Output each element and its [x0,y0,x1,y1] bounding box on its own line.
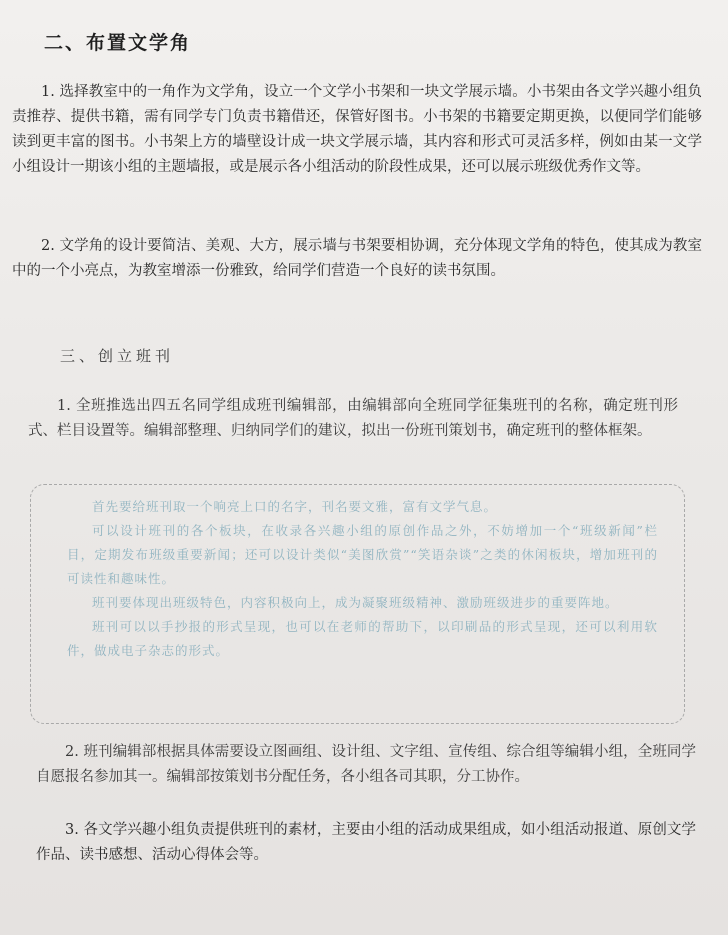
section-title-class-magazine: 三、创立班刊 [60,347,175,365]
paragraph-literature-corner-2: 2. 文学角的设计要简洁、美观、大方，展示墙与书架要相协调，充分体现文学角的特色，使其成为教室中的一个小亮点，为教室增添一份雅致，给同学们营造一个良好的读书氛围。 [12,238,702,279]
paragraph-class-magazine-1: 1. 全班推选出四五名同学组成班刊编辑部，由编辑部向全班同学征集班刊的名称，确定班刊形式、栏目设置等。编辑部整理、归纳同学们的建议，拟出一份班刊策划书，确定班刊的整体框架。 [28,398,678,439]
paragraph-class-magazine-2: 2. 班刊编辑部根据具体需要设立图画组、设计组、文字组、宣传组、综合组等编辑小组，全班同学自愿报名参加其一。编辑部按策划书分配任务，各小组各司其职，分工协作。 [36,744,696,785]
tip-line: 首先要给班刊取一个响亮上口的名字，刊名要文雅，富有文学气息。 [92,499,498,514]
tip-line: 可以设计班刊的各个板块，在收录各兴趣小组的原创作品之外，不妨增加一个“班级新闻”栏目，定期发布班级重要新闻；还可以设计类似“美图欣赏”“笑语杂谈”之类的休闲板块，增加班刊的可读性和趣味性。 [67,523,658,586]
paragraph-literature-corner-1: 1. 选择教室中的一角作为文学角，设立一个文学小书架和一块文学展示墙。小书架由各文学兴趣小组负责推荐、提供书籍，需有同学专门负责书籍借还，保管好图书。小书架的书籍要定期更换，以便同学们能够读到更丰富的图书。小书架上方的墙壁设计成一块文学展示墙，其内容和形式可灵活多样，例如由某一文学小组设计一期该小组的主题墙报，或是展示各小组活动的阶段性成果，还可以展示班级优秀作文等。 [12,84,702,175]
tip-line: 班刊要体现出班级特色，内容积极向上，成为凝聚班级精神、激励班级进步的重要阵地。 [92,595,619,610]
section-title-literature-corner: 二、布置文学角 [44,32,192,54]
paragraph-class-magazine-3: 3. 各文学兴趣小组负责提供班刊的素材，主要由小组的活动成果组成，如小组活动报道、原创文学作品、读书感想、活动心得体会等。 [36,822,696,863]
tips-box [30,484,685,724]
tip-line: 班刊可以以手抄报的形式呈现，也可以在老师的帮助下，以印刷品的形式呈现，还可以利用软件，做成电子杂志的形式。 [67,619,658,658]
